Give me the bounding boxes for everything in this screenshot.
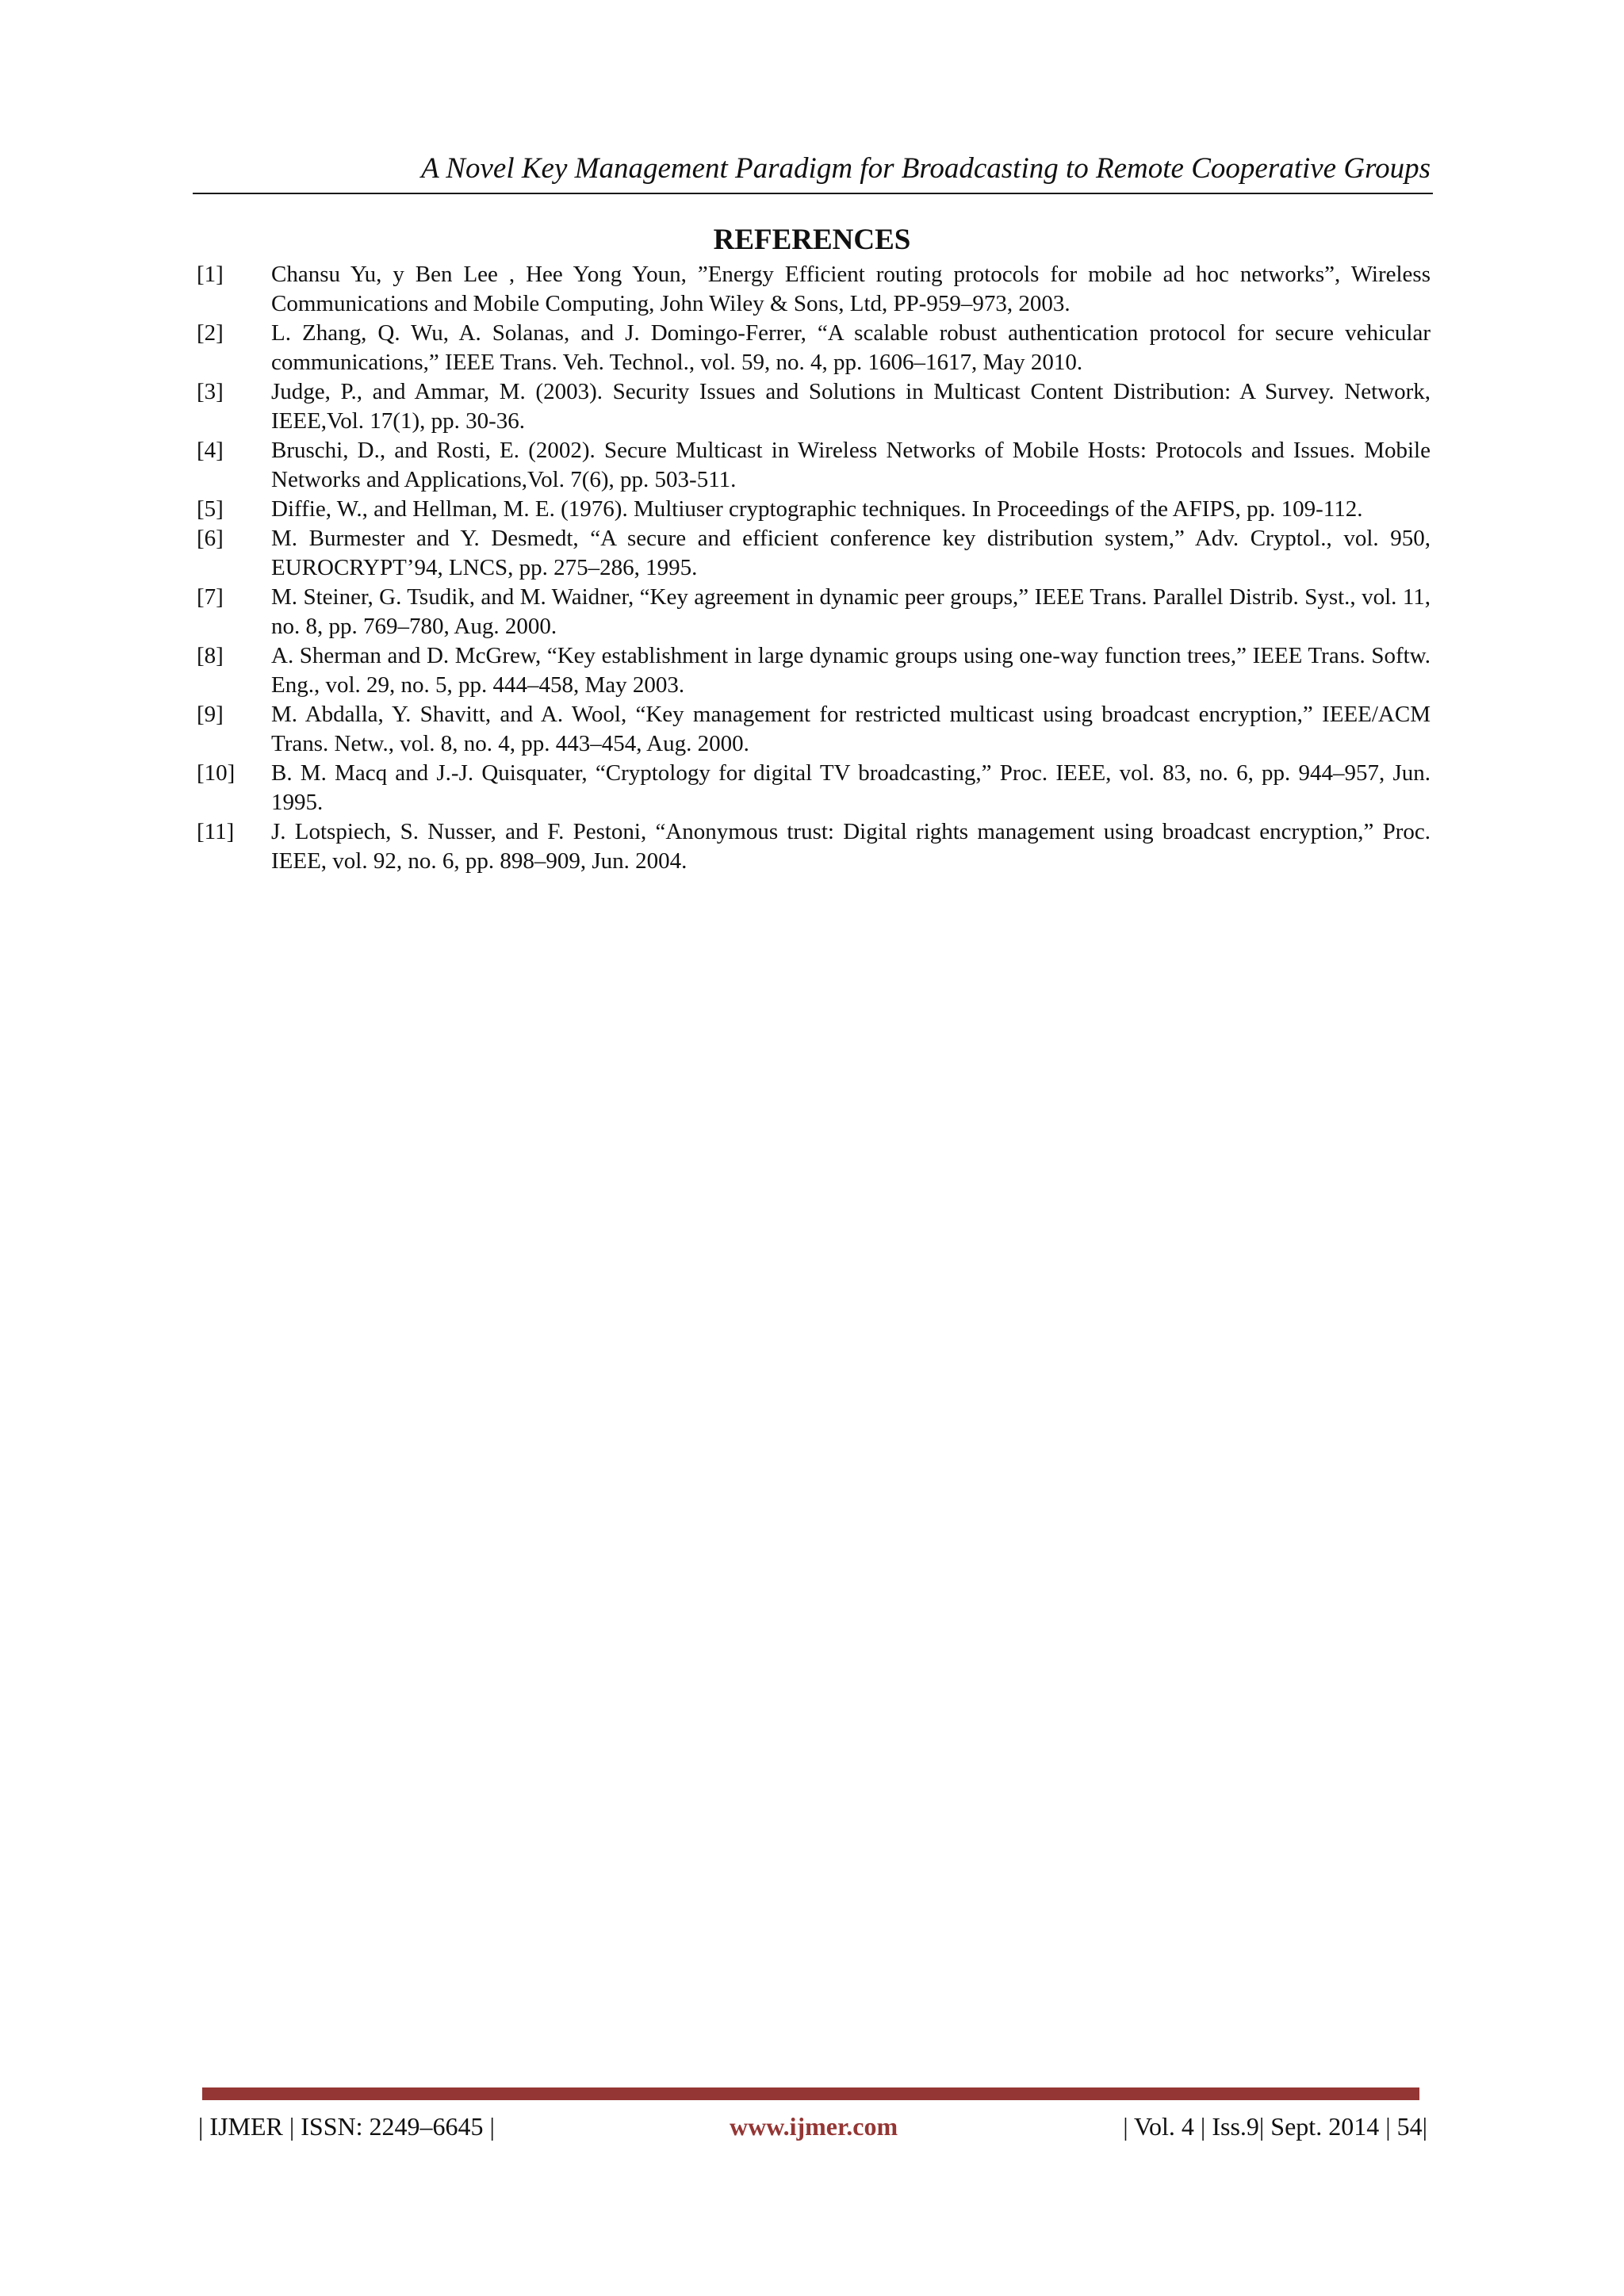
reference-item-5 <box>197 495 1431 524</box>
reference-item-11 <box>197 817 1431 876</box>
reference-item-7 <box>197 583 1431 641</box>
footer-journal-issn: | IJMER | ISSN: 2249–6645 | <box>198 2112 495 2141</box>
footer-divider-bar <box>202 2087 1419 2100</box>
reference-text: Judge, P., and Ammar, M. (2003). Security Issues and Solutions in Multicast Content Distribution: A Survey. Network, IEEE,Vol. 17(1), pp. 30-36. <box>271 379 1431 434</box>
reference-number: [9] <box>197 702 224 727</box>
reference-item-9 <box>197 700 1431 759</box>
reference-number: [2] <box>197 320 224 346</box>
reference-number: [6] <box>197 526 224 551</box>
reference-text: A. Sherman and D. McGrew, “Key establishment in large dynamic groups using one-way function trees,” IEEE Trans. Softw. Eng., vol. 29, no. 5, pp. 444–458, May 2003. <box>271 643 1431 698</box>
reference-text: M. Steiner, G. Tsudik, and M. Waidner, “Key agreement in dynamic peer groups,” IEEE Trans. Parallel Distrib. Syst., vol. 11, no. 8, pp. 769–780, Aug. 2000. <box>271 584 1431 639</box>
reference-number: [3] <box>197 379 224 404</box>
reference-item-3 <box>197 377 1431 436</box>
footer-volume-page: | Vol. 4 | Iss.9| Sept. 2014 | 54| <box>1123 2112 1427 2141</box>
reference-text: M. Burmester and Y. Desmedt, “A secure and efficient conference key distribution system,” Adv. Cryptol., vol. 950, EUROCRYPT’94, LNCS, pp. 275–286, 1995. <box>271 526 1431 580</box>
reference-list <box>197 260 1431 876</box>
running-header-title: A Novel Key Management Paradigm for Broadcasting to Remote Cooperative Groups <box>421 152 1431 185</box>
page-footer <box>198 2109 1427 2144</box>
reference-number: [8] <box>197 643 224 668</box>
reference-number: [11] <box>197 819 235 844</box>
references-heading: REFERENCES <box>713 224 911 256</box>
reference-item-10 <box>197 759 1431 817</box>
reference-item-8 <box>197 641 1431 700</box>
reference-item-2 <box>197 319 1431 377</box>
reference-number: [10] <box>197 760 236 786</box>
reference-text: J. Lotspiech, S. Nusser, and F. Pestoni, “Anonymous trust: Digital rights management using broadcast encryption,” Proc. IEEE, vol. 92, no. 6, pp. 898–909, Jun. 2004. <box>271 819 1431 874</box>
reference-item-1 <box>197 260 1431 319</box>
reference-item-4 <box>197 436 1431 495</box>
reference-number: [4] <box>197 438 224 463</box>
reference-text: L. Zhang, Q. Wu, A. Solanas, and J. Domingo-Ferrer, “A scalable robust authentication protocol for secure vehicular communications,” IEEE Trans. Veh. Technol., vol. 59, no. 4, pp. 1606–1617, May 2010. <box>271 320 1431 375</box>
reference-text: Diffie, W., and Hellman, M. E. (1976). Multiuser cryptographic techniques. In Proceedings of the AFIPS, pp. 109-112. <box>271 496 1363 522</box>
reference-text: B. M. Macq and J.-J. Quisquater, “Cryptology for digital TV broadcasting,” Proc. IEEE, vol. 83, no. 6, pp. 944–957, Jun. 1995. <box>271 760 1431 815</box>
reference-text: Chansu Yu, y Ben Lee , Hee Yong Youn, ”Energy Efficient routing protocols for mobile ad hoc networks”, Wireless Communications and Mobile Computing, John Wiley & Sons, Ltd, PP-959–973, 2003. <box>271 262 1431 316</box>
footer-website-link[interactable]: www.ijmer.com <box>730 2112 898 2141</box>
header-divider <box>193 193 1433 194</box>
reference-text: Bruschi, D., and Rosti, E. (2002). Secure Multicast in Wireless Networks of Mobile Hosts: Protocols and Issues. Mobile Networks and Applications,Vol. 7(6), pp. 503-511. <box>271 438 1431 492</box>
reference-item-6 <box>197 524 1431 583</box>
reference-number: [5] <box>197 496 224 522</box>
reference-number: [1] <box>197 262 224 287</box>
reference-number: [7] <box>197 584 224 610</box>
reference-text: M. Abdalla, Y. Shavitt, and A. Wool, “Key management for restricted multicast using broadcast encryption,” IEEE/ACM Trans. Netw., vol. 8, no. 4, pp. 443–454, Aug. 2000. <box>271 702 1431 756</box>
